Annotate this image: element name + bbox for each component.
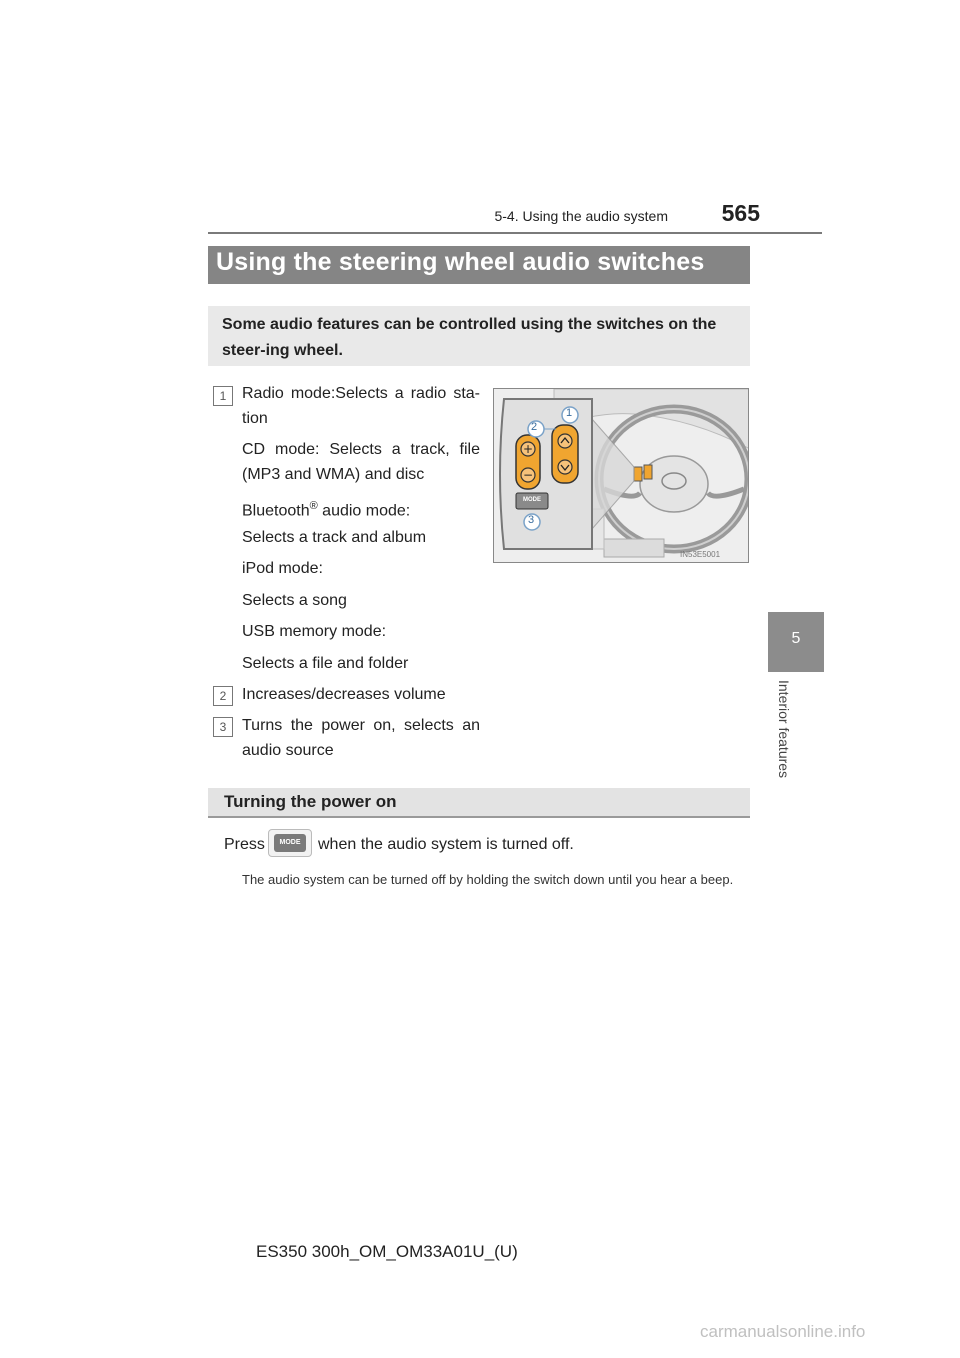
item-marker-2: 2 — [213, 686, 233, 706]
figure-mode-label: MODE — [523, 497, 541, 503]
section-heading: 5-4. Using the audio system — [494, 208, 668, 224]
item1-line6: Selects a track and album — [242, 529, 427, 546]
svg-text:+: + — [522, 442, 534, 456]
steering-wheel-figure — [493, 388, 749, 563]
mode-button-label: MODE — [274, 834, 306, 852]
footer-code: ES350 300h_OM_OM33A01U_(U) — [256, 1242, 518, 1261]
item-marker-3: 3 — [213, 717, 233, 737]
mode-button-icon — [268, 829, 312, 857]
item1-line7: iPod mode: — [242, 560, 323, 577]
item3-line2: audio source — [242, 742, 334, 759]
page-title: Using the steering wheel audio switches — [216, 248, 705, 276]
press-word: Press — [224, 836, 265, 853]
item1-line9: USB memory mode: — [242, 623, 387, 640]
intro-text: Some audio features can be controlled using the switches on the steer-ing wheel. — [222, 316, 717, 359]
figure-callout-1: 1 — [566, 407, 573, 419]
item1-line2: tion — [242, 410, 268, 427]
header-rule — [208, 232, 822, 234]
subsection-title: Turning the power on — [224, 792, 397, 811]
svg-text:−: − — [522, 468, 534, 482]
figure-callout-3: 3 — [528, 514, 535, 526]
registered-mark: ® — [309, 500, 318, 512]
figure-callout-2: 2 — [531, 421, 538, 433]
power-note: The audio system can be turned off by holding the switch down until you hear a beep. — [242, 872, 734, 887]
item1-line8: Selects a song — [242, 592, 347, 609]
item1-line1: Radio mode:Selects a radio sta- — [242, 385, 480, 402]
bluetooth-word: Bluetooth — [242, 502, 310, 520]
chapter-label — [776, 680, 792, 800]
item3-line1: Turns the power on, selects an — [242, 717, 480, 734]
item1-line5 — [242, 496, 410, 521]
steering-wheel-illustration — [494, 389, 749, 563]
item1-line4: (MP3 and WMA) and disc — [242, 466, 425, 483]
press-instruction: when the audio system is turned off. — [318, 836, 574, 853]
figure-code: IN53E5001 — [680, 550, 721, 559]
page-number: 565 — [721, 200, 760, 226]
chapter-number: 5 — [791, 630, 801, 647]
chapter-label-text: Interior features — [776, 680, 792, 779]
audio-mode-word: audio mode: — [322, 502, 411, 520]
item1-line10: Selects a file and folder — [242, 655, 409, 672]
item-marker-1: 1 — [213, 386, 233, 406]
item1-line3: CD mode: Selects a track, file — [242, 441, 480, 458]
item2-line1: Increases/decreases volume — [242, 686, 446, 703]
watermark: carmanualsonline.info — [700, 1322, 866, 1341]
